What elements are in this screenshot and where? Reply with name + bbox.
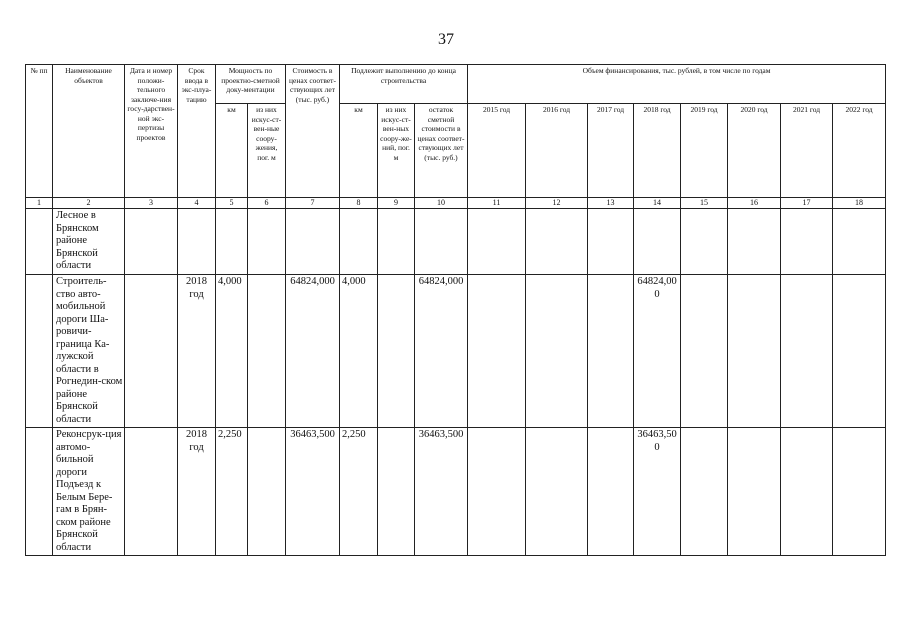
cell-capacity-km: 2,250 — [216, 428, 248, 556]
cell-year-2017 — [588, 275, 634, 428]
table-row — [26, 275, 886, 428]
column-number: 9 — [378, 198, 415, 209]
header-commissioning-term: Срок ввода в экс-плуа-тацию — [178, 65, 216, 198]
cell-row-number — [26, 275, 53, 428]
header-cost: Стоимость в ценах соответ-ствующих лет (тыс. руб.) — [286, 65, 340, 198]
cell-expertise-date — [125, 275, 178, 428]
header-row-number: № пп — [26, 65, 53, 198]
cell-year-2019 — [681, 428, 728, 556]
header-year-2017: 2017 год — [588, 104, 634, 198]
column-number: 5 — [216, 198, 248, 209]
header-year-2015: 2015 год — [468, 104, 526, 198]
cell-row-number — [26, 209, 53, 275]
table-row — [26, 209, 886, 275]
cell-year-2021 — [781, 428, 833, 556]
cell-object-name: Реконсрук-ция автомо-бильной дороги Подъезд к Белым Бере-гам в Брян-ском районе Брянской области — [53, 428, 125, 556]
cell-capacity-artificial — [248, 428, 286, 556]
header-expertise-date: Дата и номер положи-тельного заключе-ния госу-дарствен-ной экс-пертизы проектов — [125, 65, 178, 198]
header-object-name: Наименование объектов — [53, 65, 125, 198]
header-year-2019: 2019 год — [681, 104, 728, 198]
cell-remaining-km: 4,000 — [340, 275, 378, 428]
column-number: 1 — [26, 198, 53, 209]
cell-commissioning-term: 2018 год — [178, 275, 216, 428]
column-number: 2 — [53, 198, 125, 209]
cell-remaining-km: 2,250 — [340, 428, 378, 556]
cell-year-2018: 36463,500 — [634, 428, 681, 556]
cell-object-name: Строитель-ство авто-мобильной дороги Ша-ровичи-граница Ка-лужской области в Рогнедин-ском районе Брянской области — [53, 275, 125, 428]
cell-object-name: Лесное в Брянском районе Брянской области — [53, 209, 125, 275]
cell-commissioning-term — [178, 209, 216, 275]
column-number: 10 — [415, 198, 468, 209]
cell-year-2021 — [781, 209, 833, 275]
cell-year-2016 — [526, 209, 588, 275]
column-number: 11 — [468, 198, 526, 209]
cell-capacity-artificial — [248, 209, 286, 275]
cell-year-2018 — [634, 209, 681, 275]
cell-year-2017 — [588, 209, 634, 275]
cell-expertise-date — [125, 428, 178, 556]
cell-remaining-km — [340, 209, 378, 275]
cell-year-2016 — [526, 428, 588, 556]
cell-row-number — [26, 428, 53, 556]
header-year-2021: 2021 год — [781, 104, 833, 198]
cell-remaining-artificial — [378, 209, 415, 275]
header-remaining-km: км — [340, 104, 378, 198]
cell-year-2015 — [468, 275, 526, 428]
cell-remaining-cost: 64824,000 — [415, 275, 468, 428]
header-year-2018: 2018 год — [634, 104, 681, 198]
cell-capacity-km: 4,000 — [216, 275, 248, 428]
header-year-2016: 2016 год — [526, 104, 588, 198]
cell-year-2016 — [526, 275, 588, 428]
cell-remaining-cost — [415, 209, 468, 275]
page-number: 37 — [438, 31, 454, 48]
cell-year-2021 — [781, 275, 833, 428]
cell-year-2020 — [728, 275, 781, 428]
header-year-2020: 2020 год — [728, 104, 781, 198]
column-number: 6 — [248, 198, 286, 209]
column-number: 14 — [634, 198, 681, 209]
column-number: 12 — [526, 198, 588, 209]
header-funding-group: Объем финансирования, тыс. рублей, в том числе по годам — [468, 65, 886, 104]
cell-year-2015 — [468, 209, 526, 275]
header-remaining-group: Подлежит выполнению до конца строительства — [340, 65, 468, 104]
header-remaining-cost: остаток сметной стоимости в ценах соответ-ствующих лет (тыс. руб.) — [415, 104, 468, 198]
cell-cost: 64824,000 — [286, 275, 340, 428]
cell-year-2019 — [681, 275, 728, 428]
cell-year-2017 — [588, 428, 634, 556]
column-number: 4 — [178, 198, 216, 209]
column-number: 13 — [588, 198, 634, 209]
cell-year-2020 — [728, 428, 781, 556]
column-number: 7 — [286, 198, 340, 209]
cell-year-2022 — [833, 209, 886, 275]
column-number: 3 — [125, 198, 178, 209]
column-number: 16 — [728, 198, 781, 209]
cell-year-2018: 64824,000 — [634, 275, 681, 428]
cell-year-2022 — [833, 275, 886, 428]
cell-remaining-artificial — [378, 428, 415, 556]
cell-expertise-date — [125, 209, 178, 275]
cell-capacity-artificial — [248, 275, 286, 428]
cell-year-2015 — [468, 428, 526, 556]
column-number: 17 — [781, 198, 833, 209]
column-number: 8 — [340, 198, 378, 209]
cell-year-2022 — [833, 428, 886, 556]
column-number-row — [26, 198, 886, 209]
cell-year-2020 — [728, 209, 781, 275]
cell-year-2019 — [681, 209, 728, 275]
header-year-2022: 2022 год — [833, 104, 886, 198]
header-capacity-artificial: из них искус-ст-вен-ные соору-жения, пог. м — [248, 104, 286, 198]
header-remaining-artificial: из них искус-ст-вен-ных соору-же-ний, пог. м — [378, 104, 415, 198]
column-number: 15 — [681, 198, 728, 209]
cell-remaining-cost: 36463,500 — [415, 428, 468, 556]
header-capacity-group: Мощность по проектно-сметной доку-ментации — [216, 65, 286, 104]
cell-capacity-km — [216, 209, 248, 275]
cell-cost — [286, 209, 340, 275]
column-number: 18 — [833, 198, 886, 209]
table-row — [26, 428, 886, 556]
financing-table — [25, 64, 886, 556]
cell-cost: 36463,500 — [286, 428, 340, 556]
header-capacity-km: км — [216, 104, 248, 198]
cell-remaining-artificial — [378, 275, 415, 428]
cell-commissioning-term: 2018 год — [178, 428, 216, 556]
